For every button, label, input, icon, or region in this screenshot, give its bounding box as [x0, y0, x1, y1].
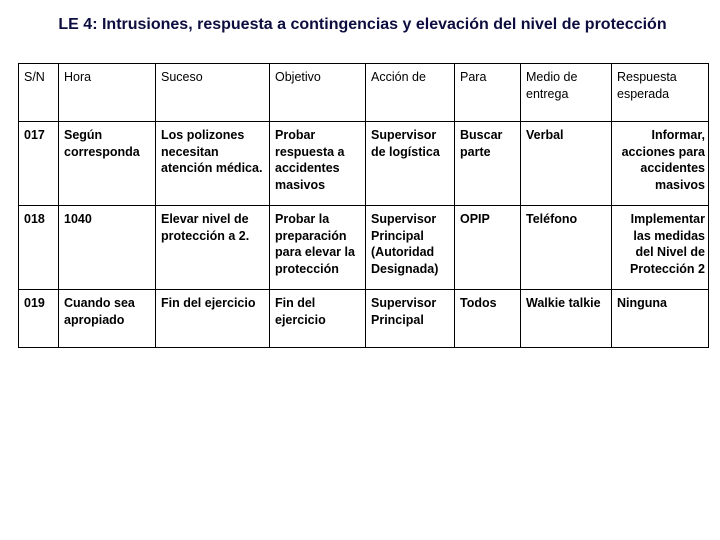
cell-medio: Walkie talkie: [521, 290, 612, 348]
header-hora: Hora: [59, 64, 156, 122]
header-suceso: Suceso: [156, 64, 270, 122]
cell-sn: 018: [19, 206, 59, 290]
header-para: Para: [455, 64, 521, 122]
cell-medio: Verbal: [521, 122, 612, 206]
cell-para: Buscar parte: [455, 122, 521, 206]
header-sn: S/N: [19, 64, 59, 122]
cell-para: OPIP: [455, 206, 521, 290]
cell-objetivo: Probar la preparación para elevar la protección: [270, 206, 366, 290]
header-accion: Acción de: [366, 64, 455, 122]
table-row: [19, 122, 709, 206]
cell-respuesta: Informar, acciones para accidentes masivos: [612, 122, 709, 206]
cell-accion: Supervisor Principal (Autoridad Designada): [366, 206, 455, 290]
table-row: [19, 206, 709, 290]
cell-hora: Según corresponda: [59, 122, 156, 206]
cell-accion: Supervisor de logística: [366, 122, 455, 206]
table-row: [19, 290, 709, 348]
cell-medio: Teléfono: [521, 206, 612, 290]
cell-hora: Cuando sea apropiado: [59, 290, 156, 348]
header-medio: Medio de entrega: [521, 64, 612, 122]
cell-para: Todos: [455, 290, 521, 348]
cell-hora: 1040: [59, 206, 156, 290]
cell-suceso: Los polizones necesitan atención médica.: [156, 122, 270, 206]
cell-objetivo: Probar respuesta a accidentes masivos: [270, 122, 366, 206]
cell-suceso: Elevar nivel de protección a 2.: [156, 206, 270, 290]
table-header-row: [19, 64, 709, 122]
cell-objetivo: Fin del ejercicio: [270, 290, 366, 348]
cell-suceso: Fin del ejercicio: [156, 290, 270, 348]
header-respuesta: Respuesta esperada: [612, 64, 709, 122]
cell-respuesta: Implementar las medidas del Nivel de Protección 2: [612, 206, 709, 290]
page-title: LE 4: Intrusiones, respuesta a contingencias y elevación del nivel de protección: [58, 16, 667, 33]
cell-respuesta: Ninguna: [612, 290, 709, 348]
cell-sn: 019: [19, 290, 59, 348]
cell-sn: 017: [19, 122, 59, 206]
exercise-table: [18, 63, 709, 348]
header-objetivo: Objetivo: [270, 64, 366, 122]
cell-accion: Supervisor Principal: [366, 290, 455, 348]
